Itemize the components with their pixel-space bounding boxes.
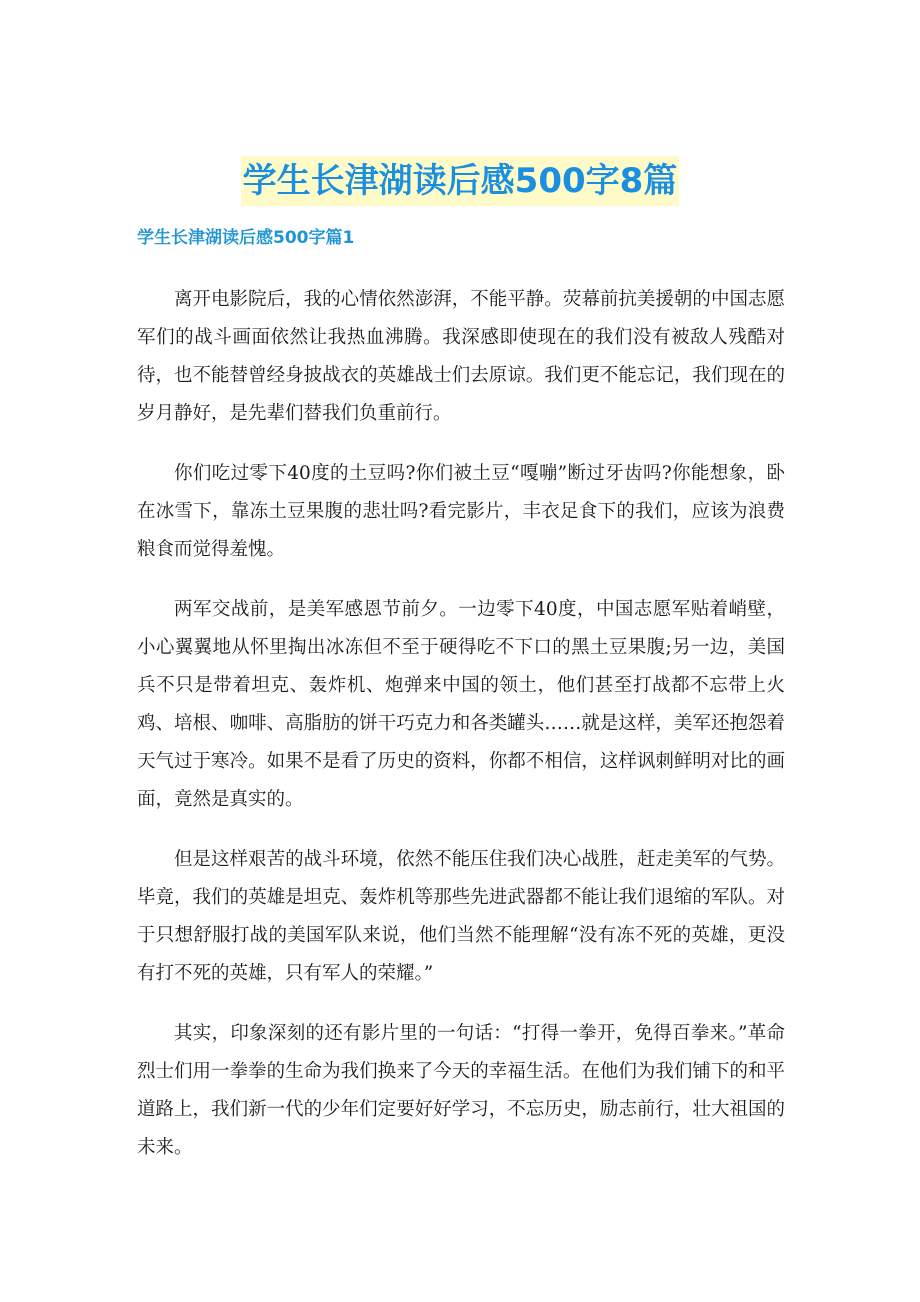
paragraph-1: 离开电影院后，我的心情依然澎湃，不能平静。荧幕前抗美援朝的中国志愿军们的战斗画面依然让我热血沸腾。我深感即使现在的我们没有被敌人残酷对待，也不能替曾经身披战衣的英雄战士们去原谅。我们更不能忘记，我们现在的岁月静好，是先辈们替我们负重前行。 bbox=[137, 289, 785, 424]
section-heading: 学生长津湖读后感500字篇1 bbox=[137, 228, 355, 248]
essay-body bbox=[137, 281, 785, 1189]
paragraph-4: 但是这样艰苦的战斗环境，依然不能压住我们决心战胜，赶走美军的气势。毕竟，我们的英雄是坦克、轰炸机等那些先进武器都不能让我们退缩的军队。对于只想舒服打战的美国军队来说，他们当然不能理解“没有冻不死的英雄，更没有打不死的英雄，只有军人的荣耀。” bbox=[137, 849, 785, 984]
paragraph-3: 两军交战前，是美军感恩节前夕。一边零下40度，中国志愿军贴着峭壁，小心翼翼地从怀里掏出冰冻但不至于硬得吃不下口的黑土豆果腹;另一边，美国兵不只是带着坦克、轰炸机、炮弹来中国的领土，他们甚至打战都不忘带上火鸡、培根、咖啡、高脂肪的饼干巧克力和各类罐头……就是这样，美军还抱怨着天气过于寒冷。如果不是看了历史的资料，你都不相信，这样讽刺鲜明对比的画面，竟然是真实的。 bbox=[137, 599, 785, 810]
paragraph-5: 其实，印象深刻的还有影片里的一句话：“打得一拳开，免得百拳来。”革命烈士们用一拳拳的生命为我们换来了今天的幸福生活。在他们为我们铺下的和平道路上，我们新一代的少年们定要好好学习，不忘历史，励志前行，壮大祖国的未来。 bbox=[137, 1023, 785, 1158]
document-title: 学生长津湖读后感500字8篇 bbox=[241, 156, 680, 206]
paragraph-2: 你们吃过零下40度的土豆吗?你们被土豆“嘎嘣”断过牙齿吗?你能想象，卧在冰雪下，靠冻土豆果腹的悲壮吗?看完影片，丰衣足食下的我们，应该为浪费粮食而觉得羞愧。 bbox=[137, 463, 785, 560]
title-container bbox=[0, 133, 920, 229]
